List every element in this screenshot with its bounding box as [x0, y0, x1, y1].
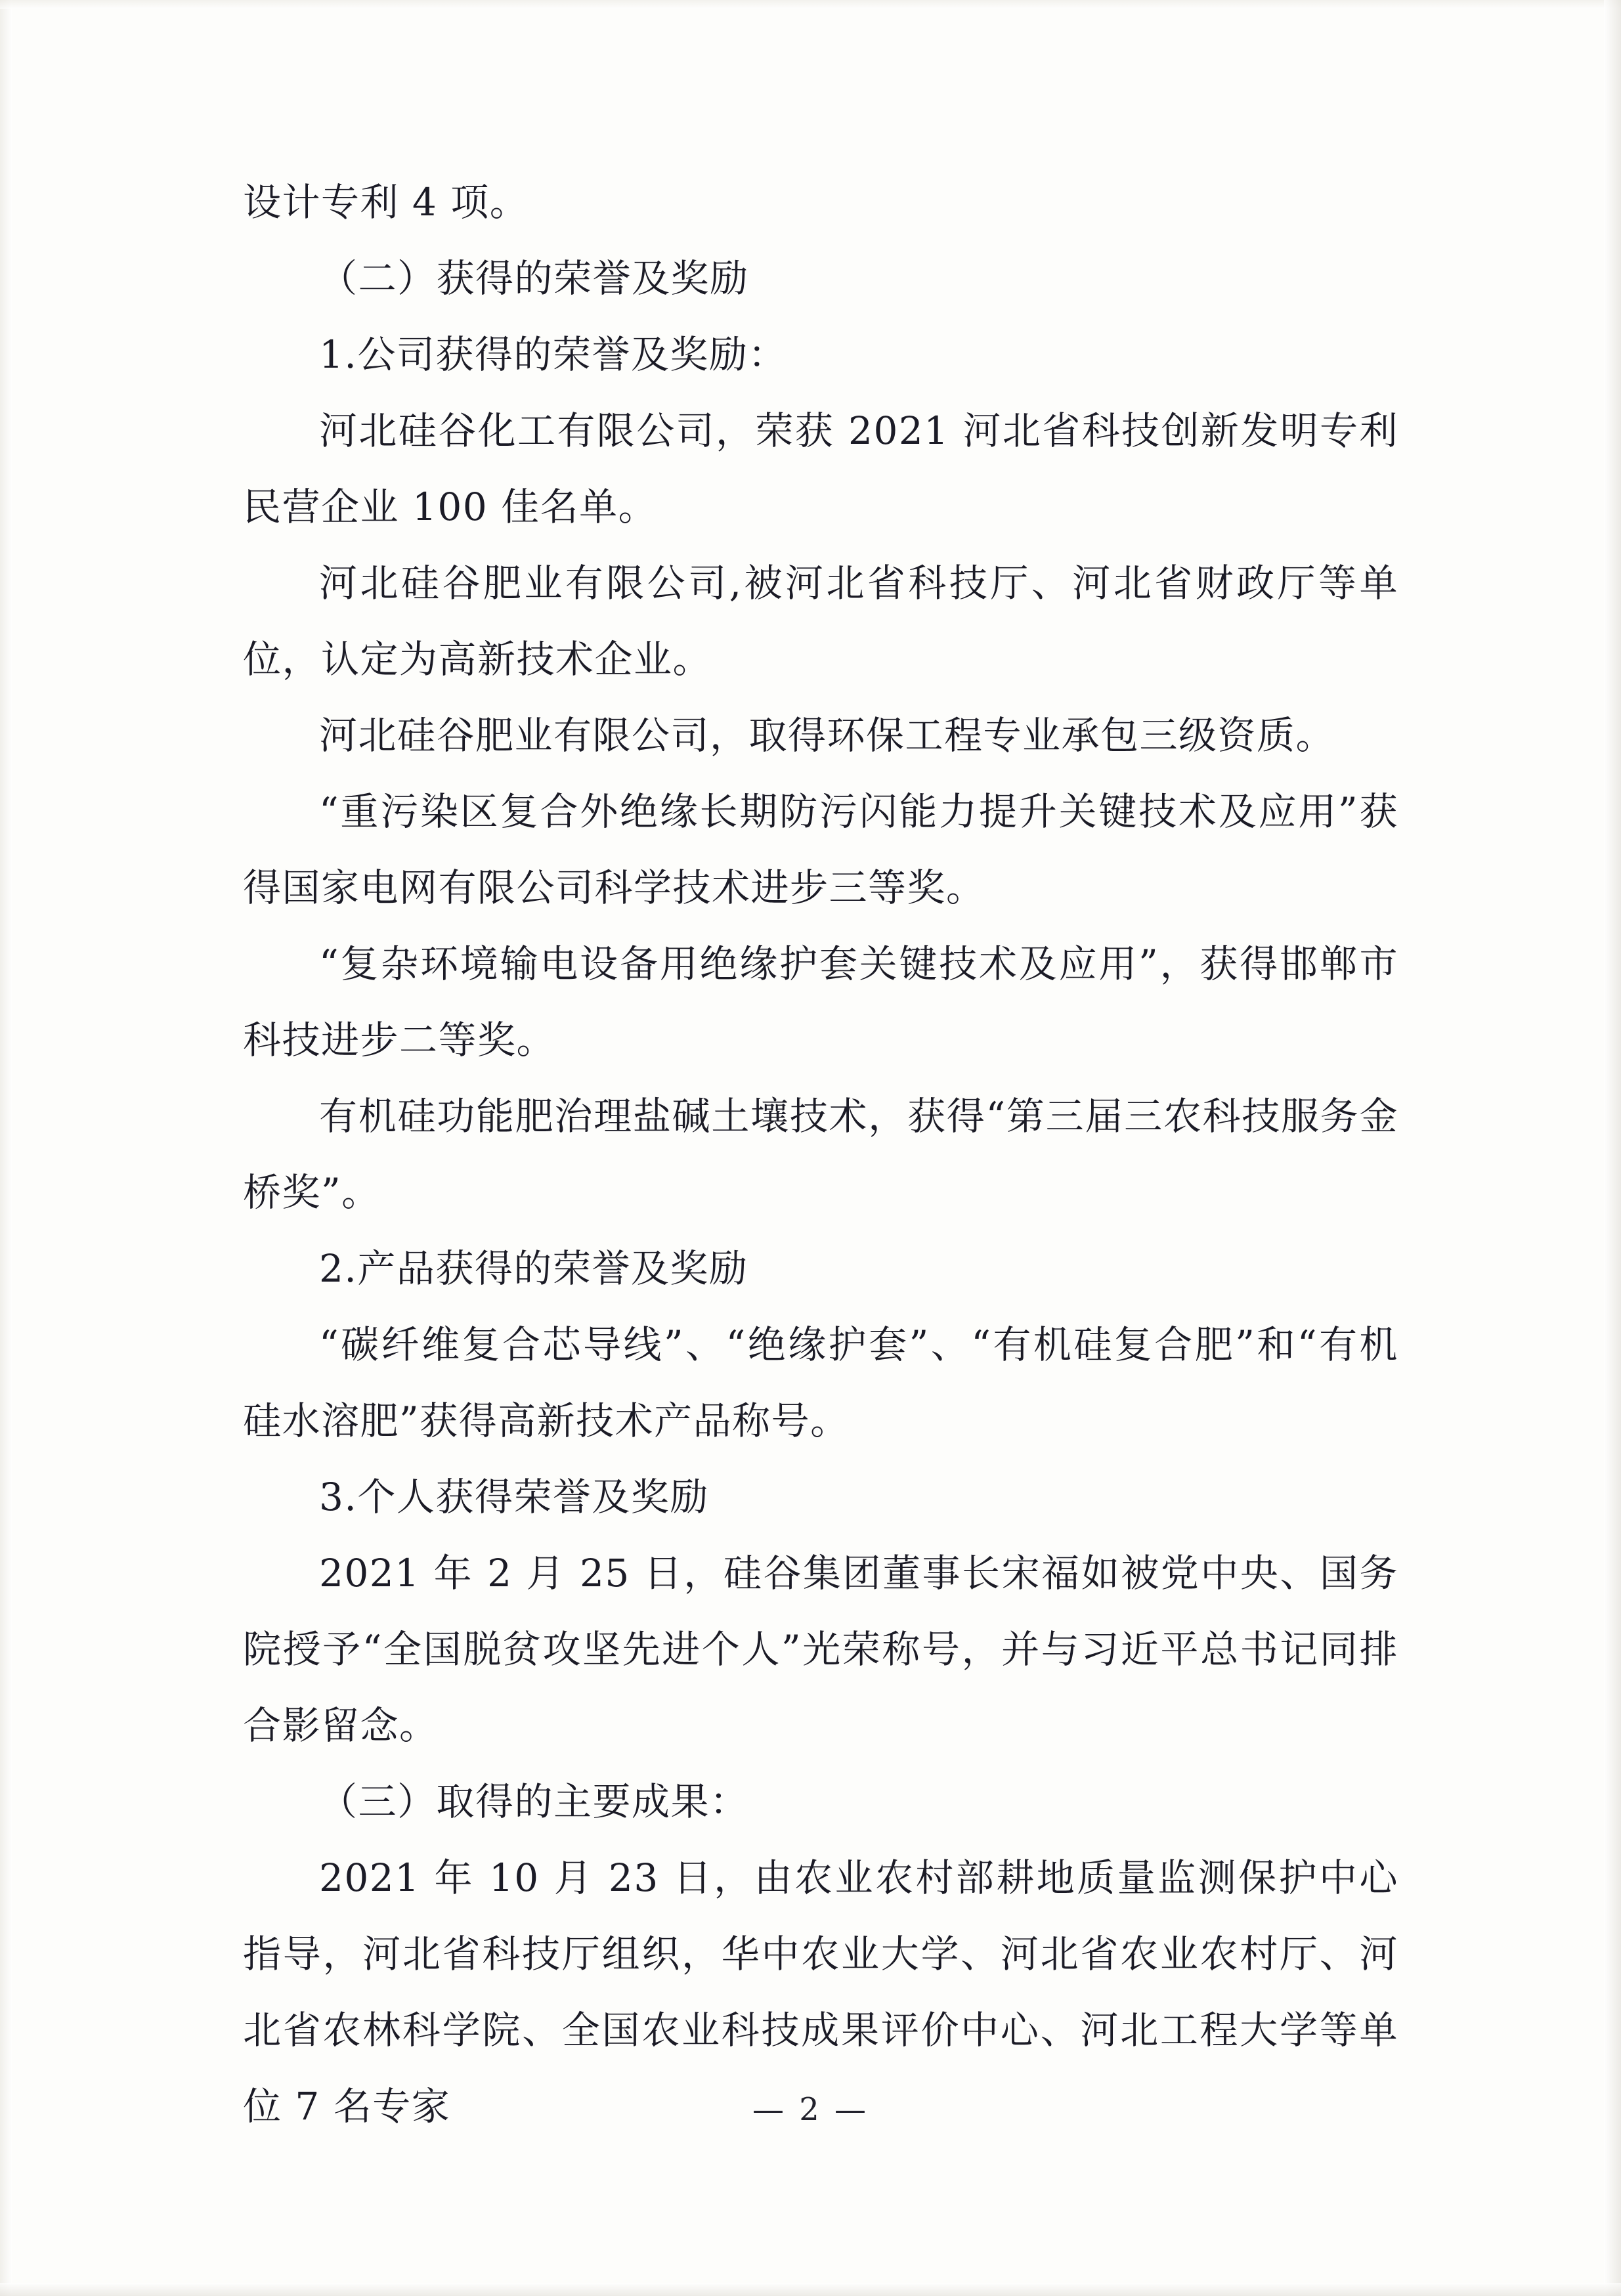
paragraph: 河北硅谷化工有限公司，荣获 2021 河北省科技创新发明专利民营企业 100 佳名单。: [243, 408, 1398, 529]
paragraph: 河北硅谷肥业有限公司,被河北省科技厅、河北省财政厅等单位，认定为高新技术企业。: [243, 561, 1398, 682]
paragraph: 2021 年 2 月 25 日，硅谷集团董事长宋福如被党中央、国务院授予“全国脱贫攻坚先进个人”光荣称号，并与习近平总书记同排合影留念。: [243, 1551, 1398, 1748]
page-edge-shadow-top: [0, 0, 1621, 9]
paragraph: “复杂环境输电设备用绝缘护套关键技术及应用”，获得邯郸市科技进步二等奖。: [243, 942, 1398, 1062]
paragraph: 设计专利 4 项。: [243, 180, 529, 225]
section-heading-honors: （二）获得的荣誉及奖励: [319, 256, 749, 301]
paragraph: “重污染区复合外绝缘长期防污闪能力提升关键技术及应用”获得国家电网有限公司科学技术进步三等奖。: [243, 789, 1398, 910]
paragraph: 河北硅谷肥业有限公司，取得环保工程专业承包三级资质。: [319, 713, 1335, 758]
document-body: [243, 164, 1398, 2144]
subsection-personal-honors: 3.个人获得荣誉及奖励: [319, 1475, 709, 1519]
page-number: — 2 —: [752, 2091, 869, 2128]
page-edge-shadow-right: [1604, 0, 1621, 2296]
page-edge-shadow-left: [0, 0, 12, 2296]
subsection-product-honors: 2.产品获得的荣誉及奖励: [319, 1246, 748, 1291]
page-edge-shadow-bottom: [0, 2283, 1621, 2296]
paragraph: 有机硅功能肥治理盐碱土壤技术，获得“第三届三农科技服务金桥奖”。: [243, 1094, 1398, 1215]
paragraph: 2021 年 10 月 23 日，由农业农村部耕地质量监测保护中心指导，河北省科技厅组织，华中农业大学、河北省农业农村厅、河北省农林科学院、全国农业科技成果评价中心、河北工程大学等单位 7 名专家: [243, 1855, 1398, 2129]
subsection-company-honors: 1.公司获得的荣誉及奖励：: [319, 332, 787, 377]
paragraph: “碳纤维复合芯导线”、“绝缘护套”、“有机硅复合肥”和“有机硅水溶肥”获得高新技术产品称号。: [243, 1322, 1398, 1443]
section-heading-achievements: （三）取得的主要成果：: [319, 1779, 749, 1824]
